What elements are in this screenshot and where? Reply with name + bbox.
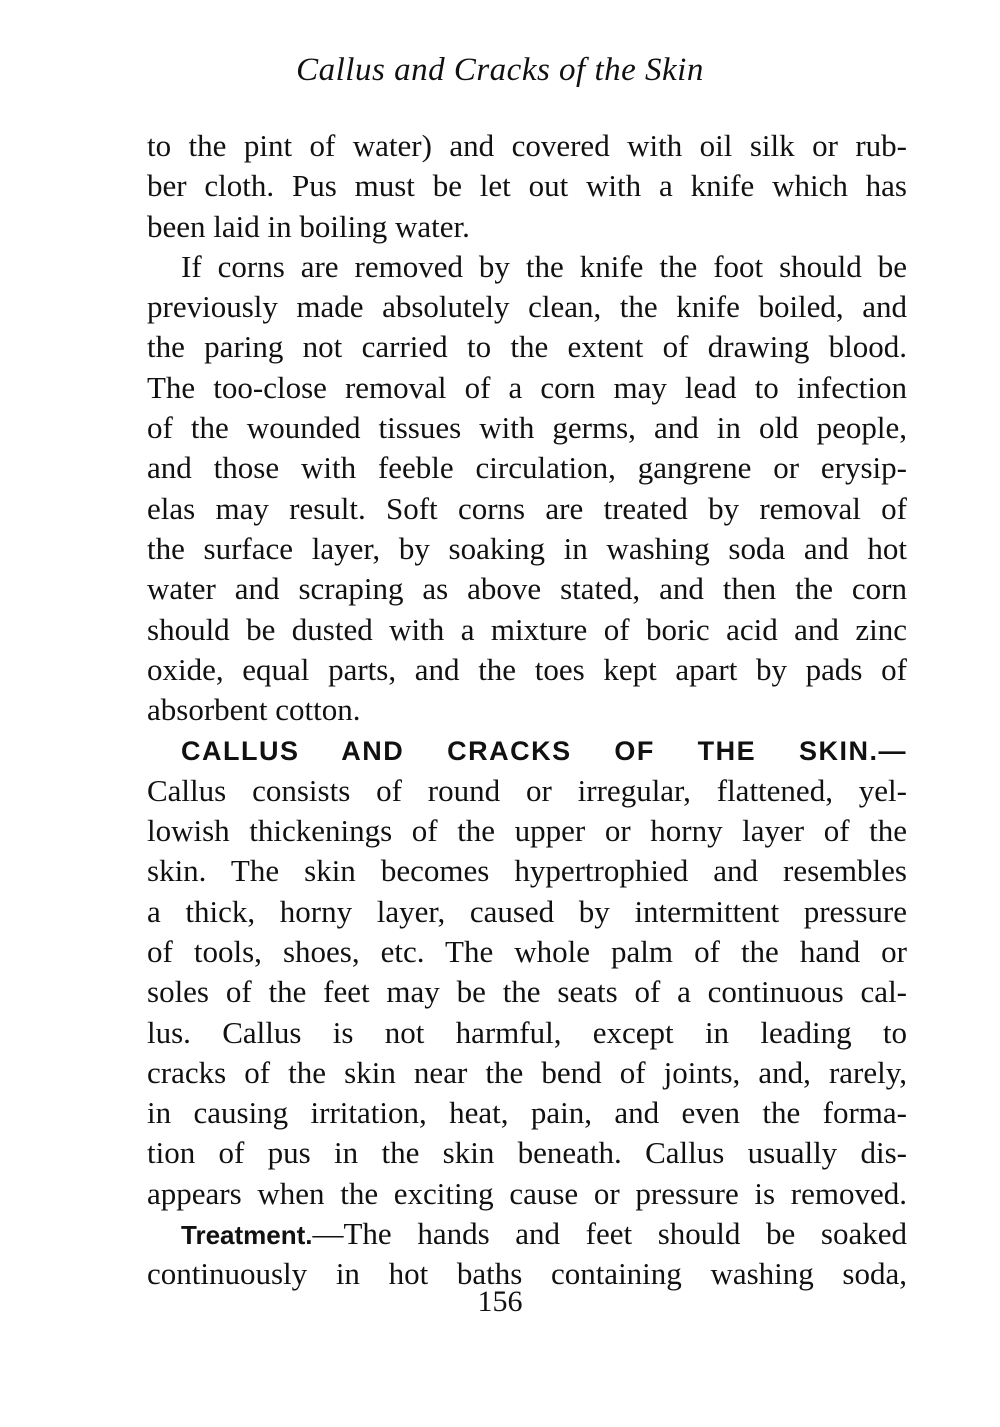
text-line: of the wounded tissues with germs, and in old people, bbox=[147, 410, 907, 446]
text-line: soles of the feet may be the seats of a continuous cal- bbox=[147, 974, 907, 1010]
text-line: elas may result. Soft corns are treated by removal of bbox=[147, 490, 907, 526]
text-line: oxide, equal parts, and the toes kept apart by pads of bbox=[147, 651, 907, 687]
text-line: should be dusted with a mixture of boric acid and zinc bbox=[147, 611, 907, 647]
text-line: in causing irritation, heat, pain, and even the forma- bbox=[147, 1095, 907, 1131]
text-line: previously made absolutely clean, the knife boiled, and bbox=[147, 289, 907, 325]
text-line: of tools, shoes, etc. The whole palm of the hand or bbox=[147, 933, 907, 969]
section-heading: CALLUS AND CRACKS OF THE SKIN.— bbox=[181, 736, 907, 767]
treatment-label: Treatment. bbox=[181, 1220, 313, 1251]
text-line: appears when the exciting cause or pressure is removed. bbox=[147, 1175, 907, 1211]
text-line: Callus consists of round or irregular, flattened, yel- bbox=[147, 772, 907, 808]
text-line: the surface layer, by soaking in washing soda and hot bbox=[147, 530, 907, 566]
page-body bbox=[147, 126, 907, 1295]
text-line: skin. The skin becomes hypertrophied and resembles bbox=[147, 853, 907, 889]
text-line: The too-close removal of a corn may lead to infection bbox=[147, 369, 907, 405]
text-line: absorbent cotton. bbox=[147, 692, 361, 728]
text-line: and those with feeble circulation, gangrene or erysip- bbox=[147, 450, 907, 486]
text-line: been laid in boiling water. bbox=[147, 208, 470, 244]
treatment-text: —The hands and feet should be soaked bbox=[312, 1216, 907, 1252]
text-line: lus. Callus is not harmful, except in leading to bbox=[147, 1014, 907, 1050]
text-line: tion of pus in the skin beneath. Callus usually dis- bbox=[147, 1135, 907, 1171]
running-header: Callus and Cracks of the Skin bbox=[296, 52, 704, 88]
text-line: a thick, horny layer, caused by intermittent pressure bbox=[147, 893, 907, 929]
text-line bbox=[147, 1214, 907, 1254]
text-line: ber cloth. Pus must be let out with a knife which has bbox=[147, 168, 907, 204]
text-line: If corns are removed by the knife the foot should be bbox=[181, 248, 907, 284]
text-line: water and scraping as above stated, and then the corn bbox=[147, 571, 907, 607]
paragraph-block bbox=[147, 771, 907, 1214]
section-heading-line bbox=[147, 730, 907, 770]
text-line: cracks of the skin near the bend of joints, and, rarely, bbox=[147, 1054, 907, 1090]
text-line: to the pint of water) and covered with oil silk or rub- bbox=[147, 128, 907, 163]
text-line: continuously in hot baths containing washing soda, bbox=[147, 1256, 907, 1292]
page-number: 156 bbox=[477, 1285, 523, 1318]
text-line: lowish thickenings of the upper or horny layer of the bbox=[147, 813, 907, 849]
text-line: the paring not carried to the extent of drawing blood. bbox=[147, 329, 907, 365]
paragraph-block bbox=[147, 126, 907, 730]
